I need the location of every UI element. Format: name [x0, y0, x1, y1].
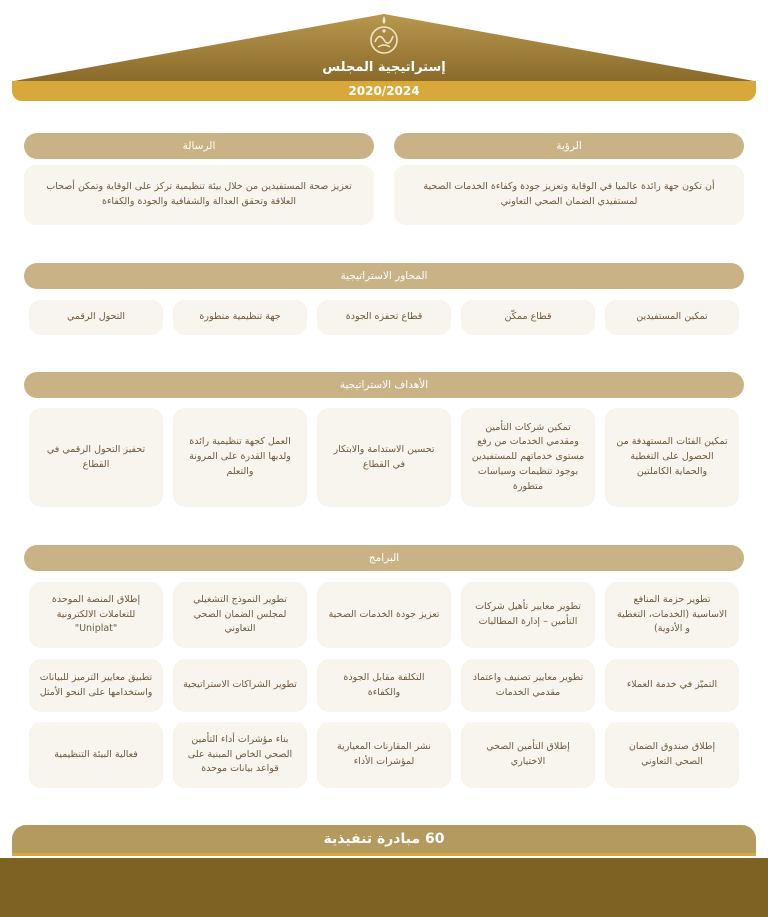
program-item: تطوير النموذج التشغيلي لمجلس الضمان الصحي التعاوني: [173, 582, 307, 648]
pillar-item: التحول الرقمي: [29, 300, 163, 335]
program-item: تطوير معايير تأهيل شركات التأمين – إدارة المطالبات: [461, 582, 595, 648]
program-item: إطلاق المنصة الموحدة للتعاملات الالكترونية "Uniplat": [29, 582, 163, 648]
program-item: تطوير حزمة المنافع الاساسية (الخدمات، التغطية و الأدوية): [605, 582, 739, 648]
objective-item: العمل كجهة تنظيمية رائدة ولديها القدرة على المرونة والتعلم: [173, 408, 307, 507]
vision-text: أن تكون جهة رائدة عالميا في الوقاية وتعزيز جودة وكفاءة الخدمات الصحية لمستفيدي الضمان الصحي التعاوني: [394, 165, 744, 225]
objective-item: تحسين الاستدامة والابتكار في القطاع: [317, 408, 451, 507]
program-item: تطوير الشراكات الاستراتيجية: [173, 659, 307, 712]
pillar-item: قطاع تحفزه الجودة: [317, 300, 451, 335]
program-item: التميّز في خدمة العملاء: [605, 659, 739, 712]
mission-header: الرسالة: [24, 133, 374, 159]
pillar-item: قطاع ممكّن: [461, 300, 595, 335]
program-item: بناء مؤشرات أداء التأمين الصحي الخاص المبنية على قواعد بيانات موحدة: [173, 722, 307, 788]
pillar-item: تمكين المستفيدين: [605, 300, 739, 335]
program-item: نشر المقارنات المعيارية لمؤشرات الأداء: [317, 722, 451, 788]
program-item: إطلاق صندوق الضمان الصحي التعاوني: [605, 722, 739, 788]
objective-item: تحفيز التحول الرقمي في القطاع: [29, 408, 163, 507]
strategy-years: 2020/2024: [12, 81, 756, 101]
program-item: فعالية البيئة التنظيمية: [29, 722, 163, 788]
vision-header: الرؤية: [394, 133, 744, 159]
mission-text: تعزيز صحة المستفيدين من خلال بيئة تنظيمية تركز على الوقاية وتمكن أصحاب العلاقة وتحقق العدالة والشفافية والجودة والكفاءة: [24, 165, 374, 225]
objective-item: تمكين شركات التأمين ومقدمي الخدمات من رفع مستوى خدماتهم للمستفيدين بوجود تنظيمات وسياسات متطورة: [461, 408, 595, 507]
initiatives-count: 60 مبادرة تنفيذية: [12, 825, 756, 853]
program-item: تعزيز جودة الخدمات الصحية: [317, 582, 451, 648]
program-item: التكلفة مقابل الجودة والكفاءة: [317, 659, 451, 712]
divider: [12, 853, 756, 856]
objective-item: تمكين الفئات المستهدفة من الحصول على التغطية والحماية الكاملتين: [605, 408, 739, 507]
program-item: تطوير معايير تصنيف واعتماد مقدمي الخدمات: [461, 659, 595, 712]
strategy-title: إستراتيجية المجلس: [322, 60, 446, 75]
footer-band: [0, 858, 768, 917]
program-item: تطبيق معايير الترميز للبيانات واستخدامها على النحو الأمثل: [29, 659, 163, 712]
programs-header: البرامج: [24, 545, 744, 571]
objectives-header: الأهداف الاستراتيجية: [24, 372, 744, 398]
program-item: إطلاق التأمين الصحي الاختياري: [461, 722, 595, 788]
calligraphy-emblem-icon: [364, 14, 404, 56]
pillar-item: جهة تنظيمية متطورة: [173, 300, 307, 335]
pillars-header: المحاور الاستراتيجية: [24, 263, 744, 289]
